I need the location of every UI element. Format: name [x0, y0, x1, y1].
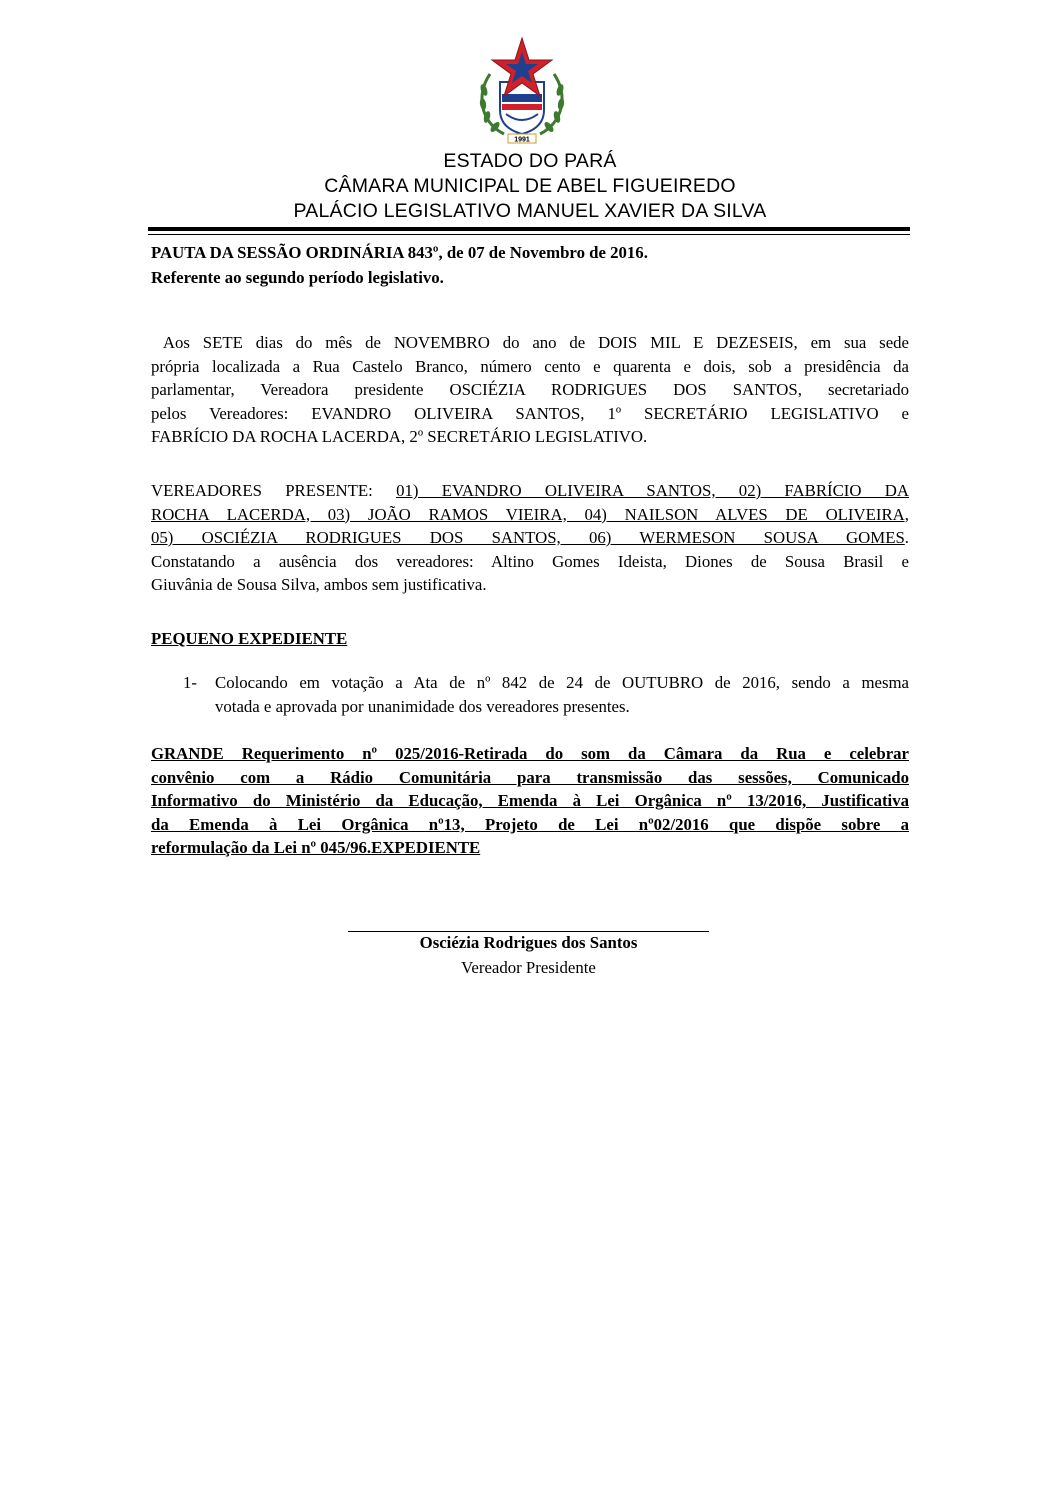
- grande-line: convênio com a Rádio Comunitária para transmissão das sessões, Comunicado: [151, 767, 909, 787]
- absence-line: Constatando a ausência dos vereadores: Altino Gomes Ideista, Diones de Sousa Brasil e: [151, 551, 909, 571]
- document-subtitle: Referente ao segundo período legislativo.: [151, 268, 444, 287]
- header-rule-thin: [148, 234, 910, 235]
- intro-paragraph: [151, 331, 909, 449]
- grande-line: reformulação da Lei nº 045/96.EXPEDIENTE: [151, 838, 481, 857]
- intro-line: FABRÍCIO DA ROCHA LACERDA, 2º SECRETÁRIO LEGISLATIVO.: [151, 427, 648, 446]
- presence-paragraph: [151, 479, 909, 597]
- intro-line: parlamentar, Vereadora presidente OSCIÉZIA RODRIGUES DOS SANTOS, secretariado: [151, 380, 909, 399]
- present-councillors: 05) OSCIÉZIA RODRIGUES DOS SANTOS, 06) WERMESON SOUSA GOMES: [151, 528, 905, 547]
- intro-line: Aos SETE dias do mês de NOVEMBRO do ano de DOIS MIL E DEZESEIS, em sua sede: [151, 333, 909, 352]
- header-palace: PALÁCIO LEGISLATIVO MANUEL XAVIER DA SILVA: [293, 200, 767, 222]
- grande-expediente-paragraph: [151, 742, 909, 860]
- header-rule-thick: [148, 227, 910, 231]
- present-councillors: 01) EVANDRO OLIVEIRA SANTOS, 02) FABRÍCIO DA: [396, 481, 909, 500]
- presence-line: [151, 526, 909, 550]
- pequeno-expediente-heading: PEQUENO EXPEDIENTE: [151, 629, 348, 648]
- signatory-role: Vereador Presidente: [461, 958, 596, 977]
- municipal-seal-icon: [470, 34, 574, 146]
- grande-line: Informativo do Ministério da Educação, Emenda à Lei Orgânica nº 13/2016, Justificativa: [151, 791, 909, 810]
- signatory-name: Osciézia Rodrigues dos Santos: [419, 933, 638, 952]
- absence-line: Giuvânia de Sousa Silva, ambos sem justificativa.: [151, 575, 487, 594]
- intro-line: pelos Vereadores: EVANDRO OLIVEIRA SANTOS, 1º SECRETÁRIO LEGISLATIVO e: [151, 403, 909, 423]
- list-item-number: 1-: [183, 673, 197, 692]
- presence-label: VEREADORES PRESENTE:: [151, 481, 397, 500]
- header-chamber: CÂMARA MUNICIPAL DE ABEL FIGUEIREDO: [324, 175, 736, 197]
- header-state: ESTADO DO PARÁ: [443, 150, 617, 172]
- seal-year: 1991: [514, 136, 530, 144]
- present-councillors: ROCHA LACERDA, 03) JOÃO RAMOS VIEIRA, 04) NAILSON ALVES DE OLIVEIRA,: [151, 504, 909, 524]
- presence-line: [151, 479, 909, 503]
- list-item: [215, 671, 909, 718]
- presence-period: .: [904, 528, 909, 547]
- document-title: PAUTA DA SESSÃO ORDINÁRIA 843º, de 07 de Novembro de 2016.: [151, 243, 648, 262]
- list-item-line: votada e aprovada por unanimidade dos vereadores presentes.: [215, 696, 630, 716]
- list-item-line: Colocando em votação a Ata de nº 842 de 24 de OUTUBRO de 2016, sendo a mesma: [215, 673, 909, 692]
- grande-line: GRANDE Requerimento nº 025/2016-Retirada do som da Câmara da Rua e celebrar: [151, 744, 909, 763]
- grande-line: da Emenda à Lei Orgânica nº13, Projeto de Lei nº02/2016 que dispõe sobre a: [151, 814, 909, 834]
- intro-line: própria localizada a Rua Castelo Branco, número cento e quarenta e dois, sob a presidência da: [151, 356, 909, 376]
